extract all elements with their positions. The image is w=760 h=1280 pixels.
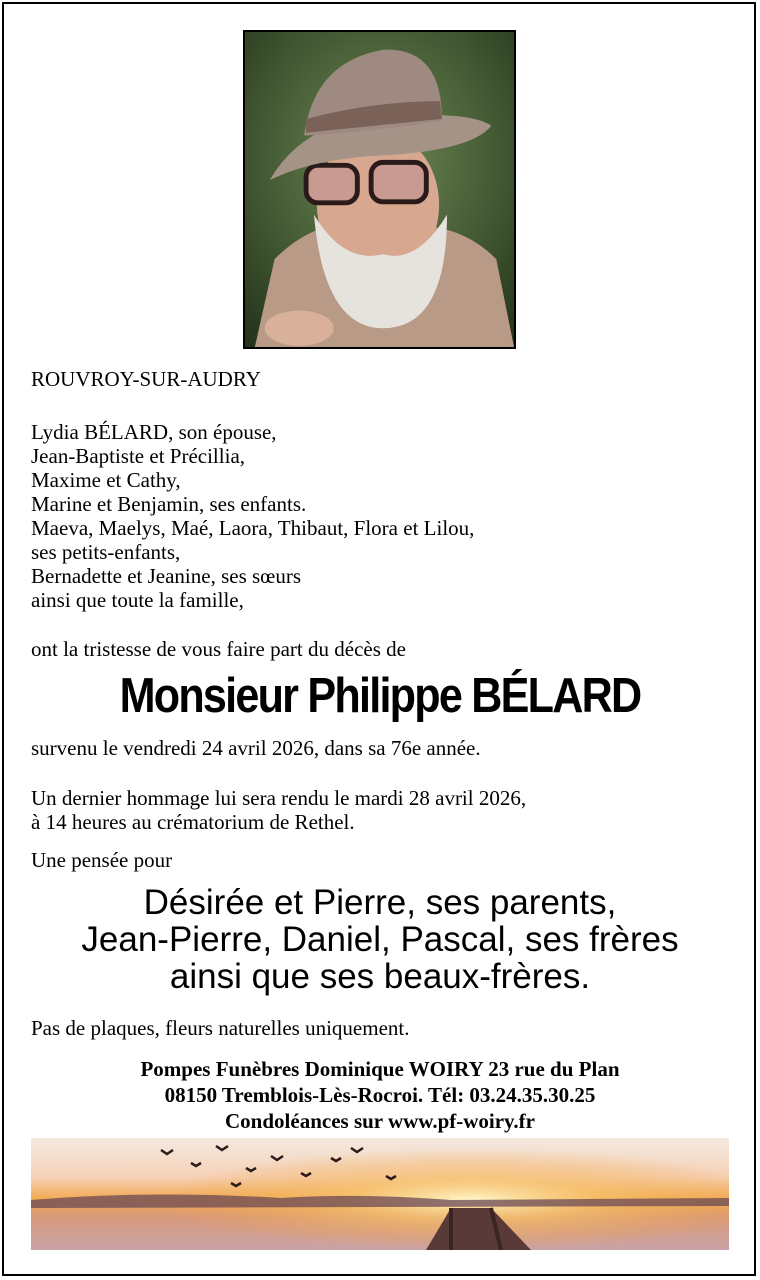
sunset-banner xyxy=(31,1138,729,1250)
town-name: ROUVROY-SUR-AUDRY xyxy=(31,367,261,391)
portrait-image xyxy=(245,32,514,347)
pensee-intro: Une pensée pour xyxy=(31,848,173,872)
death-date: survenu le vendredi 24 avril 2026, dans sa 76e année. xyxy=(31,736,481,760)
family-list: Lydia BÉLARD, son épouse, Jean-Baptiste et Précillia, Maxime et Cathy, Marine et Benjamin, ses enfants. Maeva, Maelys, Maé, Laora, Thibaut, Flora et Lilou, ses petits-enfants, Bernadette et Jeanine, ses sœurs ainsi que toute la famille, xyxy=(31,420,475,612)
ceremony-details: Un dernier hommage lui sera rendu le mardi 28 avril 2026, à 14 heures au crématorium de Rethel. xyxy=(31,786,527,834)
memory-list: Désirée et Pierre, ses parents, Jean-Pierre, Daniel, Pascal, ses frères ainsi que ses beaux-frères. xyxy=(81,883,679,996)
deceased-name: Monsieur Philippe BÉLARD xyxy=(119,669,641,723)
flowers-note: Pas de plaques, fleurs naturelles uniquement. xyxy=(31,1016,410,1040)
announcement-intro: ont la tristesse de vous faire part du décès de xyxy=(31,637,406,661)
funeral-home-info: Pompes Funèbres Dominique WOIRY 23 rue du Plan 08150 Tremblois-Lès-Rocroi. Tél: 03.24.35.30.25 Condoléances sur www.pf-woiry.fr xyxy=(140,1057,620,1133)
sunset-pier-birds-image xyxy=(31,1138,729,1250)
portrait-photo xyxy=(243,30,516,349)
